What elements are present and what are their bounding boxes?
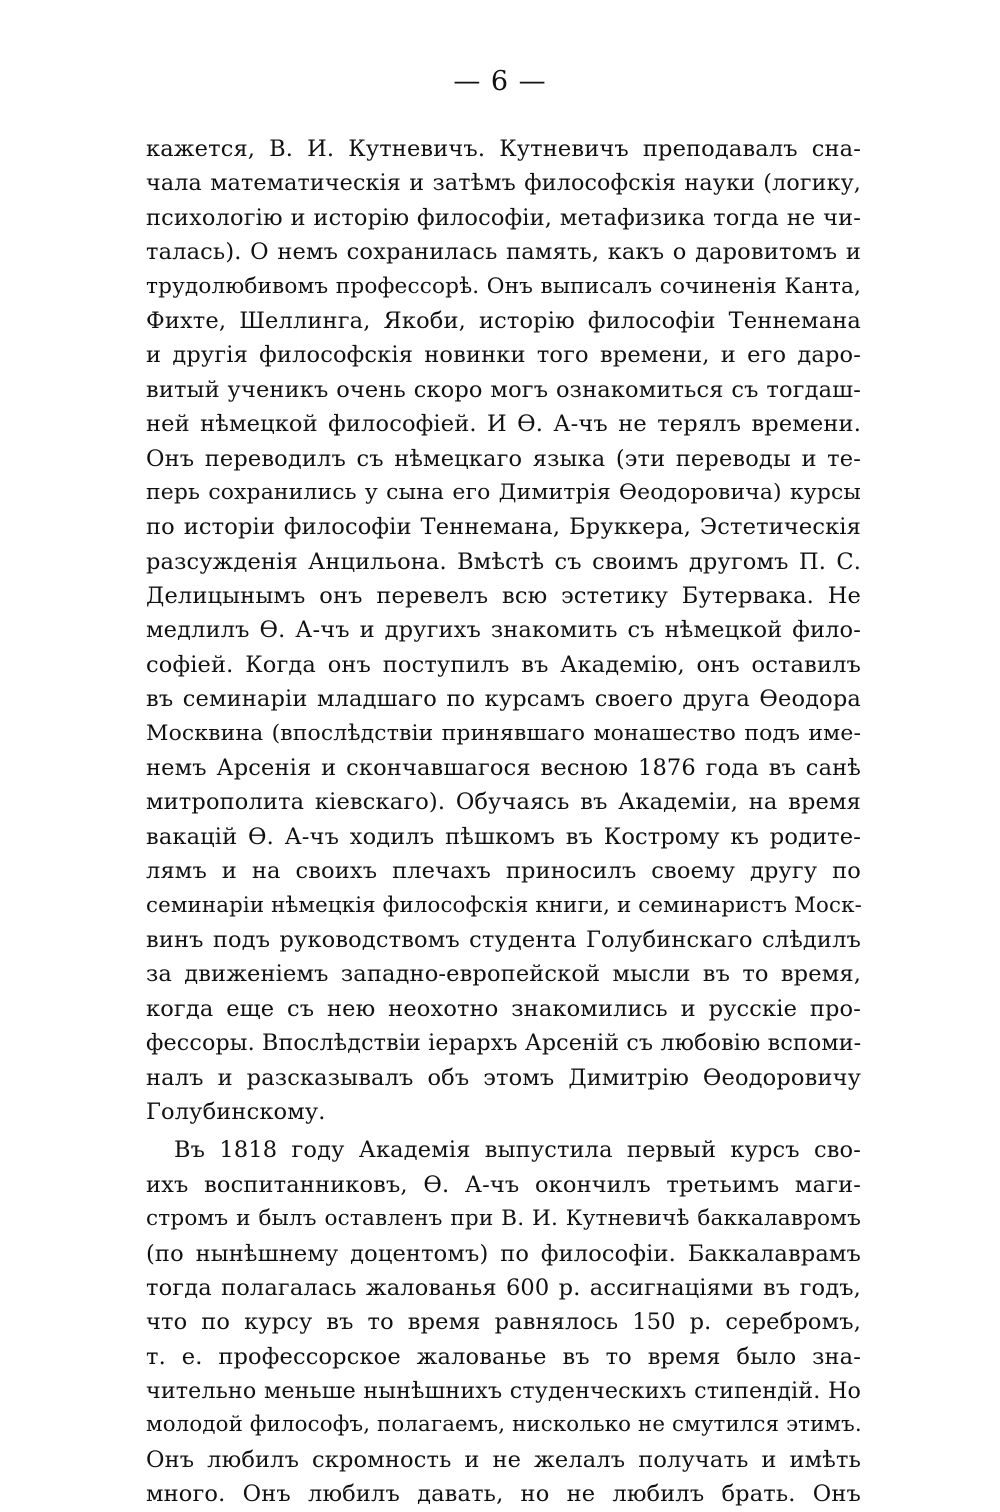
paragraph-2 <box>146 1133 861 1511</box>
text-line: что по курсу въ то время равнялось 150 р. серебромъ, <box>146 1309 861 1336</box>
text-line: перь сохранились у сына его Димитрія Ѳеодоровича) курсы <box>146 479 861 505</box>
text-line: семинаріи нѣмецкія философскія книги, и семинаристъ Моск- <box>146 892 862 918</box>
text-line: лямъ и на своихъ плечахъ приносилъ своему другу по <box>146 858 861 885</box>
text-line: чала математическія и затѣмъ философскія науки (логику, <box>146 170 861 197</box>
text-line: налъ и разсказывалъ объ этомъ Димитрію Ѳеодоровичу <box>146 1064 861 1091</box>
text-line: Москвина (впослѣдствіи принявшаго монашество подъ име- <box>146 720 861 746</box>
text-line: и другія философскія новинки того времени, и его даро- <box>146 342 861 369</box>
text-line: ней нѣмецкой философіей. И Ѳ. А-чъ не терялъ времени. <box>146 411 861 438</box>
page-number: — 6 — <box>453 66 547 97</box>
text-line: разсужденія Анцильона. Вмѣстѣ съ своимъ другомъ П. С. <box>146 548 861 575</box>
text-line: тогда полагалась жалованья 600 р. ассигнаціями въ годъ, <box>146 1274 861 1301</box>
text-line: винъ подъ руководствомъ студента Голубинскаго слѣдилъ <box>146 926 861 953</box>
text-line: Онъ любилъ скромность и не желалъ получать и имѣть <box>146 1446 861 1473</box>
text-line: Въ 1818 году Академія выпустила первый курсъ сво- <box>174 1137 861 1164</box>
text-line: ихъ воспитанниковъ, Ѳ. А-чъ окончилъ третьимъ маги- <box>146 1171 861 1198</box>
text-line: когда еще съ нею неохотно знакомились и русскіе про- <box>146 995 861 1022</box>
text-line: (по нынѣшнему доцентомъ) по философіи. Баккалаврамъ <box>146 1240 861 1267</box>
body-text <box>146 132 861 1512</box>
text-line: Фихте, Шеллинга, Якоби, исторію философіи Теннемана <box>146 307 861 334</box>
text-line: немъ Арсенія и скончавшагося весною 1876 года въ санѣ <box>146 755 861 782</box>
paragraph-1 <box>146 132 861 1129</box>
text-line: трудолюбивомъ профессорѣ. Онъ выписалъ сочиненія Канта, <box>146 273 861 299</box>
text-line: фессоры. Впослѣдствіи іерархъ Арсеній съ любовію вспоми- <box>146 1030 862 1057</box>
text-line: т. е. профессорское жалованье въ то время было зна- <box>146 1343 861 1370</box>
text-line: Онъ переводилъ съ нѣмецкаго языка (эти переводы и те- <box>146 445 861 472</box>
text-line: медлилъ Ѳ. А-чъ и другихъ знакомить съ нѣмецкой фило- <box>146 617 861 644</box>
text-line: митрополита кіевскаго). Обучаясь въ Академіи, на время <box>146 789 861 816</box>
text-line: кажется, В. И. Кутневичъ. Кутневичъ преподавалъ сна- <box>146 136 861 162</box>
text-line: психологію и исторію философіи, метафизика тогда не чи- <box>146 204 861 231</box>
text-line: по исторіи философіи Теннемана, Бруккера, Эстетическія <box>146 514 861 541</box>
text-line: Делицынымъ онъ перевелъ всю эстетику Бутервака. Не <box>146 583 861 610</box>
text-line: талась). О немъ сохранилась память, какъ о даровитомъ и <box>146 239 861 266</box>
text-line: молодой философъ, полагаемъ, нисколько не смутился этимъ. <box>146 1412 862 1438</box>
text-line: чительно меньше нынѣшнихъ студенческихъ стипендій. Но <box>146 1378 861 1405</box>
text-line: въ семинаріи младшаго по курсамъ своего друга Ѳеодора <box>146 686 861 713</box>
text-line: Голубинскому. <box>146 1098 326 1125</box>
text-line: много. Онъ любилъ давать, но не любилъ брать. Онъ <box>146 1481 861 1508</box>
text-line: софіей. Когда онъ поступилъ въ Академію, онъ оставилъ <box>146 651 861 678</box>
text-line: стромъ и былъ оставленъ при В. И. Кутневичѣ баккалавромъ <box>146 1206 861 1232</box>
text-line: витый ученикъ очень скоро могъ ознакомиться съ тогдаш- <box>146 376 861 403</box>
text-line: за движеніемъ западно-европейской мысли въ то время, <box>146 961 861 988</box>
text-line: вакацій Ѳ. А-чъ ходилъ пѣшкомъ въ Кострому къ родите- <box>146 823 861 850</box>
